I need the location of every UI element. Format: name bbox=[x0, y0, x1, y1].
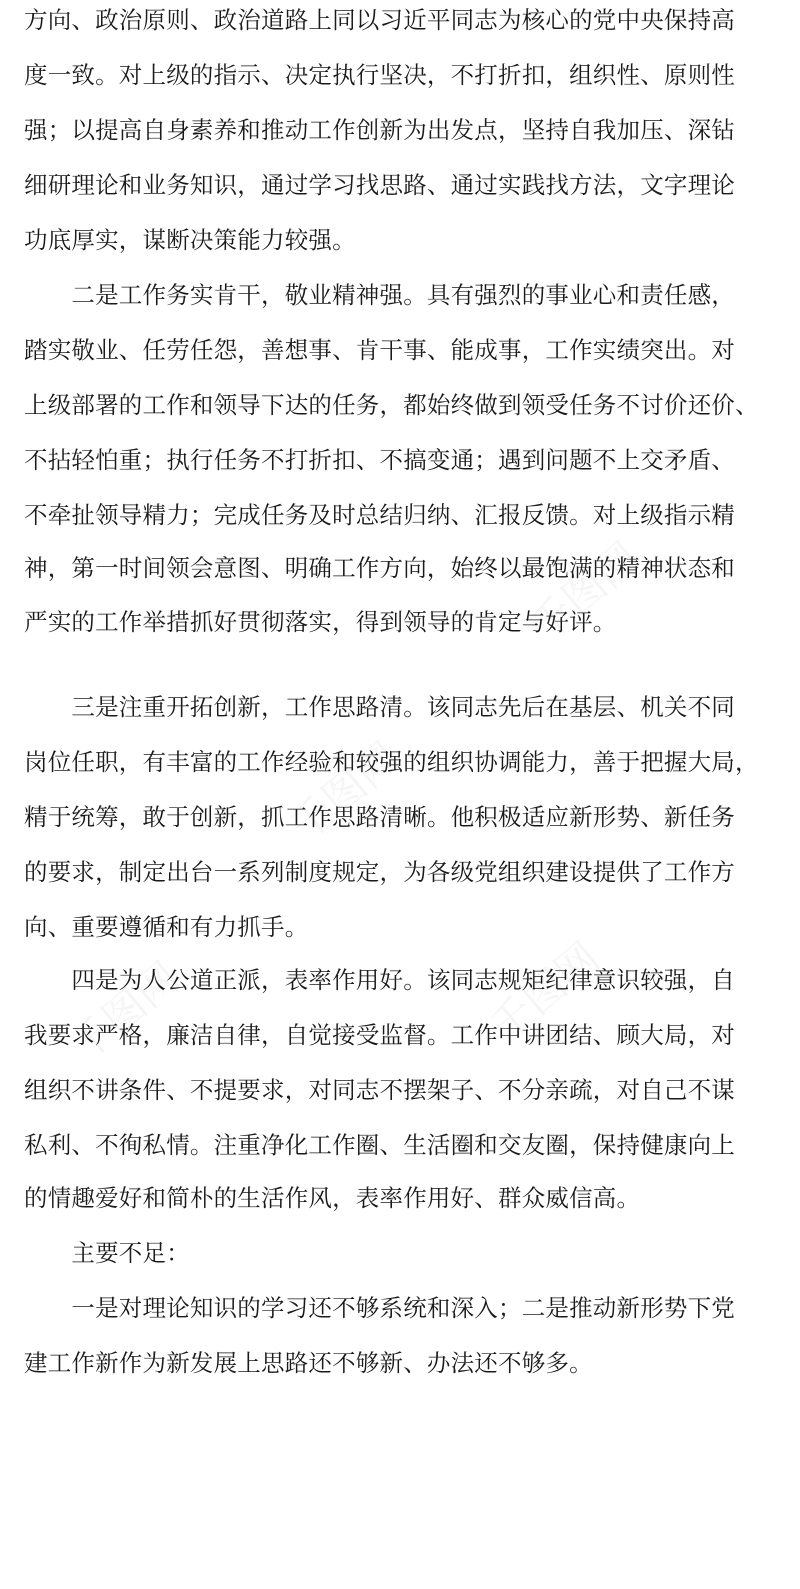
text-line: 私利、不徇私情。注重净化工作圈、生活圈和交友圈，保持健康向上 bbox=[24, 1131, 735, 1159]
text-line: 我要求严格，廉洁自律，自觉接受监督。工作中讲团结、顾大局，对 bbox=[24, 1021, 735, 1049]
watermark: 千图网 bbox=[480, 932, 609, 1052]
text-line: 不牵扯领导精力；完成任务及时总结归纳、汇报反馈。对上级指示精 bbox=[24, 501, 735, 529]
text-line: 严实的工作举措抓好贯彻落实，得到领导的肯定与好评。 bbox=[24, 608, 617, 636]
text-line: 上级部署的工作和领导下达的任务，都始终做到领受任务不讨价还价、 bbox=[24, 391, 759, 419]
text-line: 踏实敬业、任劳任怨，善想事、肯干事、能成事，工作实绩突出。对 bbox=[24, 336, 735, 364]
text-line: 的要求，制定出台一系列制度规定，为各级党组织建设提供了工作方 bbox=[24, 858, 735, 886]
text-line: 岗位任职，有丰富的工作经验和较强的组织协调能力，善于把握大局， bbox=[24, 748, 759, 776]
text-line: 四是为人公道正派，表率作用好。该同志规矩纪律意识较强，自 bbox=[24, 966, 735, 994]
text-line: 一是对理论知识的学习还不够系统和深入；二是推动新形势下党 bbox=[24, 1294, 735, 1322]
watermark: 千图网 bbox=[60, 952, 189, 1072]
text-line: 功底厚实，谋断决策能力较强。 bbox=[24, 226, 356, 254]
text-line: 方向、政治原则、政治道路上同以习近平同志为核心的党中央保持高 bbox=[24, 6, 735, 34]
text-line: 三是注重开拓创新，工作思路清。该同志先后在基层、机关不同 bbox=[24, 693, 735, 721]
text-line: 强；以提高自身素养和推动工作创新为出发点，坚持自我加压、深钻 bbox=[24, 116, 735, 144]
text-line: 组织不讲条件、不提要求，对同志不摆架子、不分亲疏，对自己不谋 bbox=[24, 1076, 735, 1104]
text-line: 细研理论和业务知识，通过学习找思路、通过实践找方法，文字理论 bbox=[24, 171, 735, 199]
text-line: 二是工作务实肯干，敬业精神强。具有强烈的事业心和责任感， bbox=[24, 281, 735, 309]
text-line: 的情趣爱好和简朴的生活作风，表率作用好、群众威信高。 bbox=[24, 1184, 641, 1212]
text-line: 精于统筹，敢于创新，抓工作思路清晰。他积极适应新形势、新任务 bbox=[24, 803, 735, 831]
text-line: 神，第一时间领会意图、明确工作方向，始终以最饱满的精神状态和 bbox=[24, 554, 735, 582]
text-line: 不拈轻怕重；执行任务不打折扣、不搞变通；遇到问题不上交矛盾、 bbox=[24, 446, 735, 474]
text-line: 主要不足： bbox=[24, 1239, 190, 1267]
text-line: 度一致。对上级的指示、决定执行坚决，不打折扣，组织性、原则性 bbox=[24, 61, 735, 89]
watermark: 千图网 bbox=[520, 532, 649, 652]
watermark: 千图网 bbox=[280, 732, 409, 852]
text-line: 建工作新作为新发展上思路还不够新、办法还不够多。 bbox=[24, 1349, 593, 1377]
text-line: 向、重要遵循和有力抓手。 bbox=[24, 913, 309, 941]
